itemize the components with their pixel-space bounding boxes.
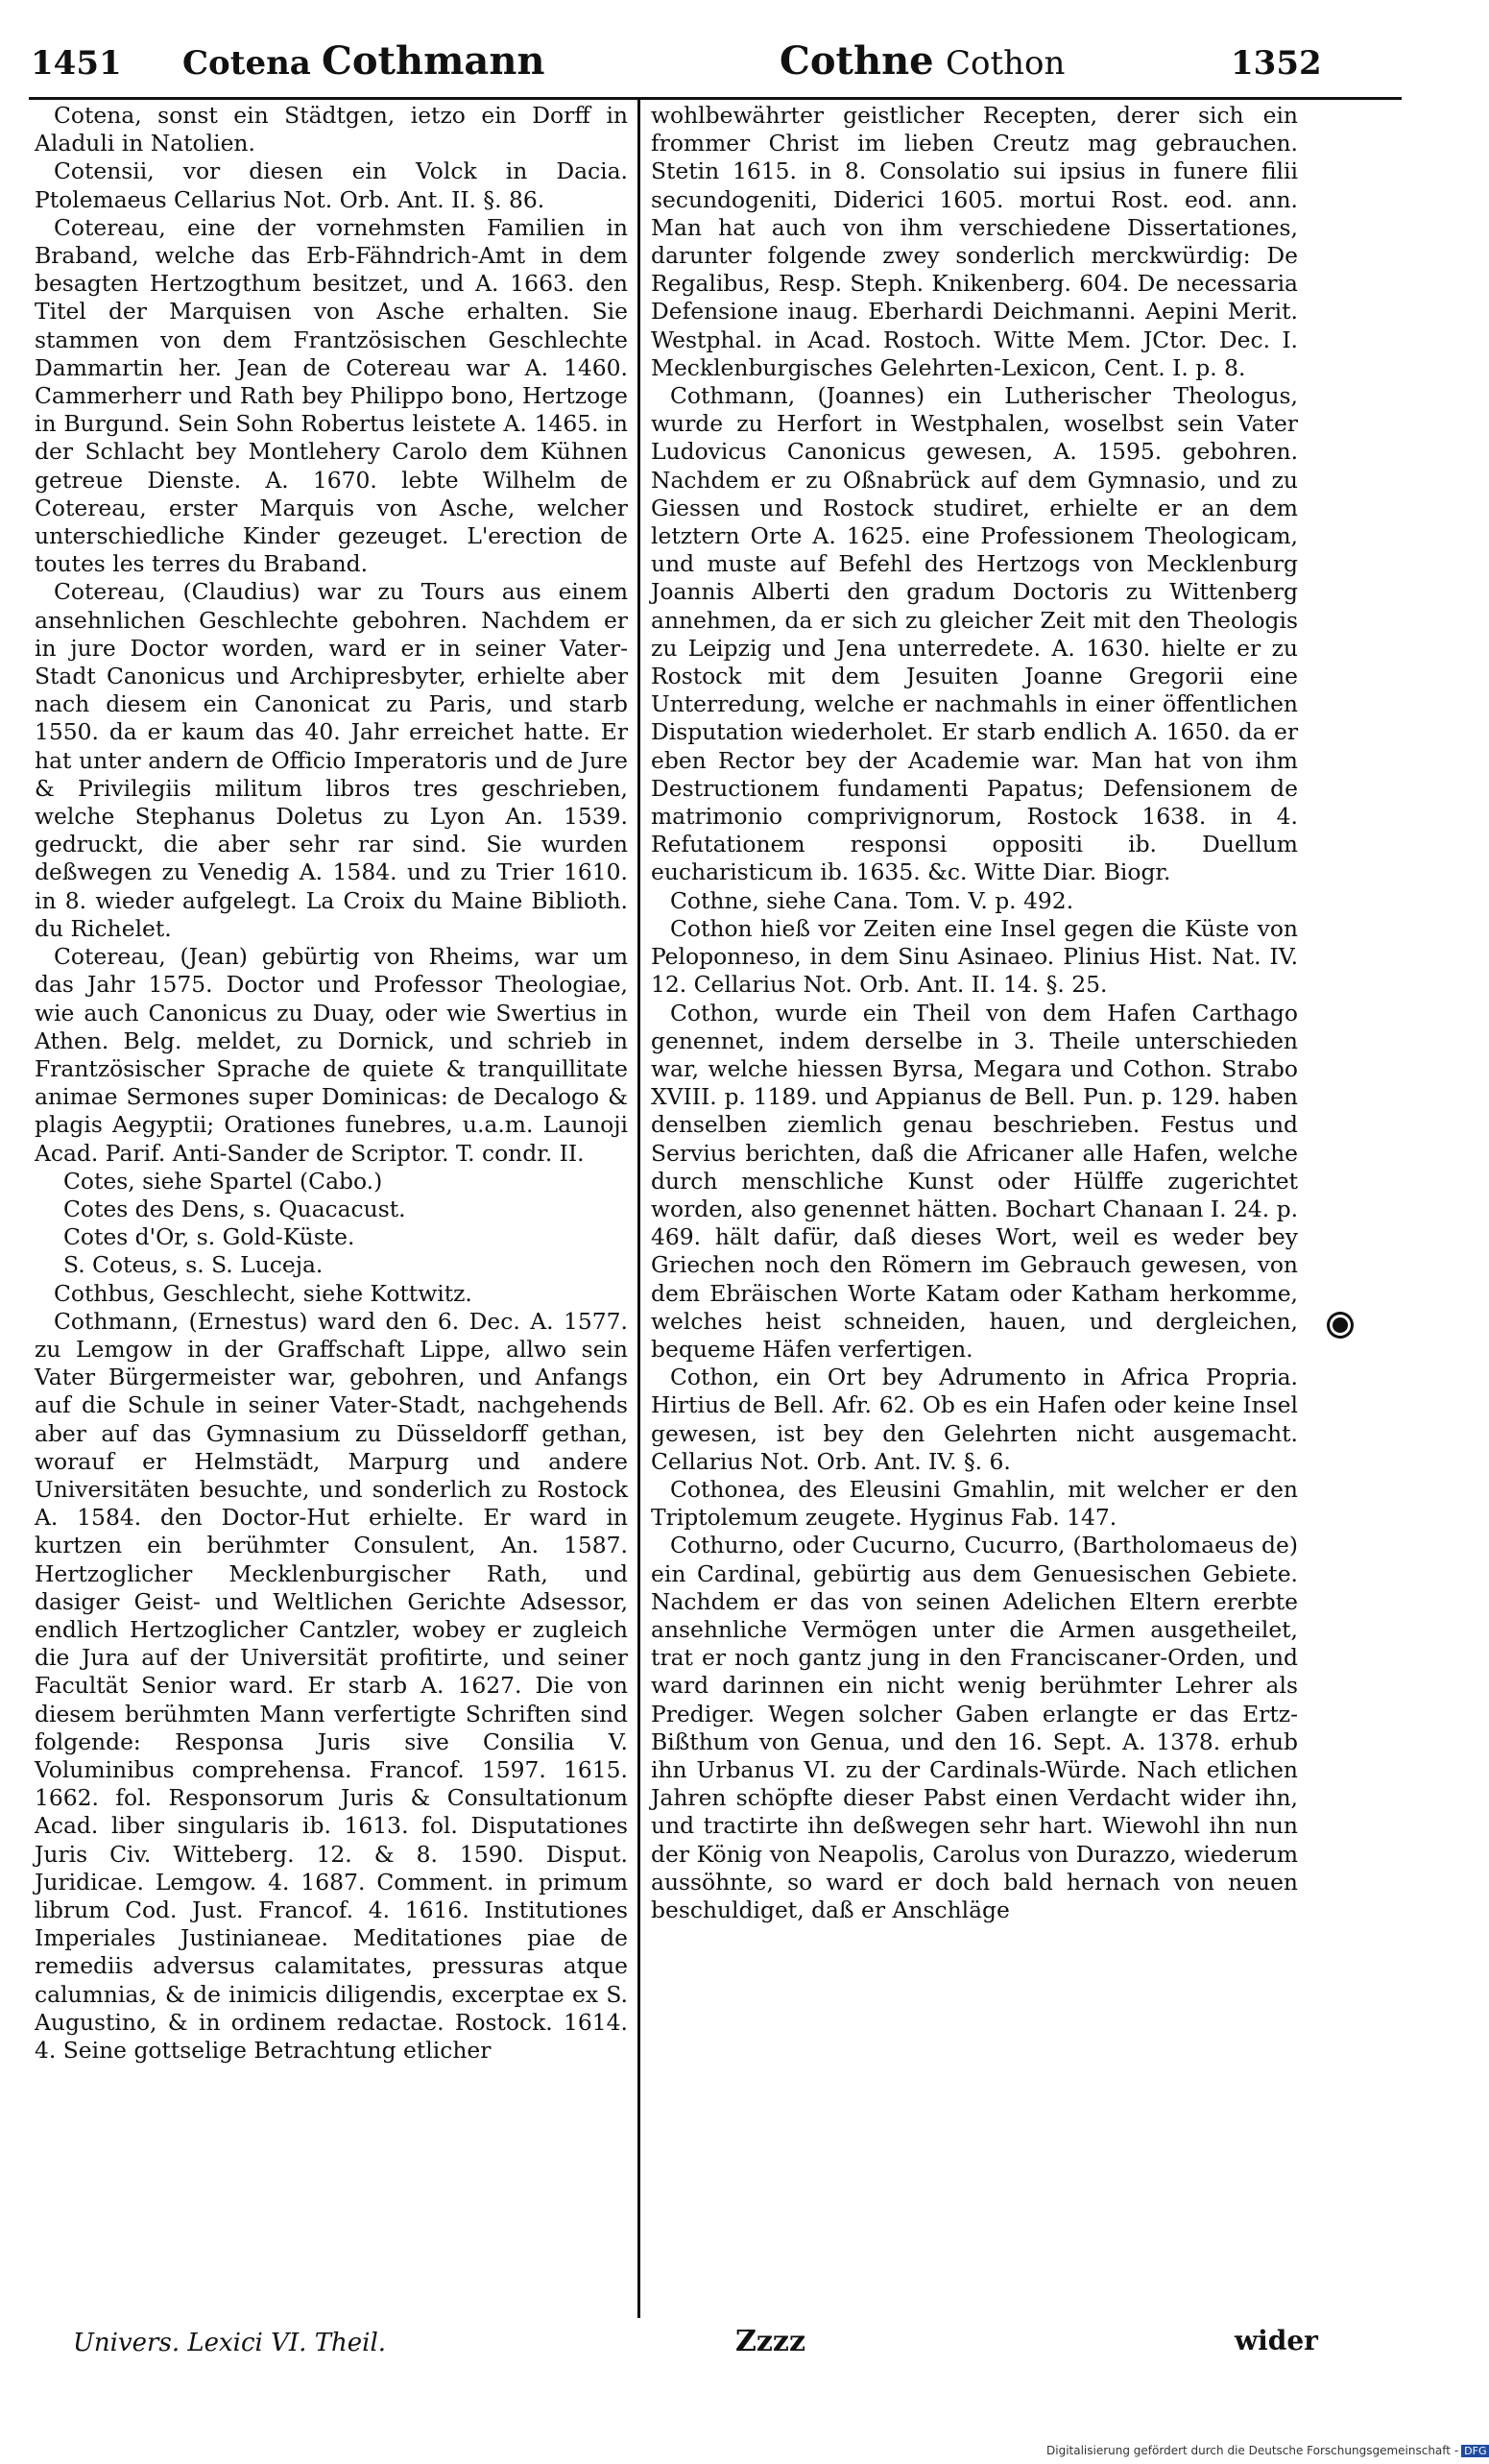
header-keyword-left-first: Cotena [182, 44, 311, 83]
entry-cotes-dor: Cotes d'Or, s. Gold-Küste. [63, 1223, 355, 1251]
entry-cotereau-jean: Cotereau, (Jean) gebürtig von Rheims, war um das Jahr 1575. Doctor und Professor Theologiae, wie auch Canonicus zu Duay, oder wie Swertius in Athen. Belg. meldet, zu Dornick, und schrieb in Frantzösischer Sprache de quiete & tranquillitate animae Sermones super Dominicas: de Decalogo & plagis Aegyptii; Orationes funebres, u.a.m. Launoji Acad. Parif. Anti-Sander de Scriptor. T. condr. II. [35, 943, 628, 1167]
catchword: wider [1235, 2325, 1318, 2356]
dfg-logo: DFG [1461, 2445, 1489, 2457]
entry-cothonea: Cothonea, des Eleusini Gmahlin, mit welcher er den Triptolemum zeugete. Hyginus Fab. 147. [651, 1475, 1298, 1532]
entry-cothmann-ernestus: Cothmann, (Ernestus) ward den 6. Dec. A. 1577. zu Lemgow in der Graffschaft Lippe, allwo sein Vater Bürgermeister war, gebohren, und Anfangs auf die Schule in seiner Vater-Stadt, nachgehends aber auf das Gymnasium zu Düsseldorff gethan, worauf er Helmstädt, Marpurg und andere Universitäten besuchte, und sonderlich zu Rostock A. 1584. den Doctor-Hut erhielte. Er ward in kurtzen ein berühmter Consulent, An. 1587. Hertzoglicher Mecklenburgischer Rath, und dasiger Geist- und Weltlichen Gerichte Adsessor, endlich Hertzoglicher Cantzler, wobey er zugleich die Jura auf der Universität profitirte, und seiner Facultät Senior ward. Er starb A. 1627. Die von diesem berühmten Mann verfertigte Schriften sind folgende: Responsa Juris sive Consilia V. Voluminibus comprehensa. Francof. 1597. 1615. 1662. fol. Responsorum Juris & Consultationum Acad. liber singularis ib. 1613. fol. Disputationes Juris Civ. Witteberg. 12. & 8. 1590. Disput. Juridicae. Lemgow. 4. 1687. Comment. in primum librum Cod. Just. Francof. 4. 1616. Institutiones Imperiales Justinianeae. Meditationes piae de remediis adversus calamitates, pressuras atque calumnias, & de inimicis diligendis, excerptae ex S. Augustino, & in ordinem redactae. Rostock. 1614. 4. Seine gottselige Betrachtung etlicher [35, 1307, 628, 2065]
right-column [651, 102, 1298, 1924]
entry-cothne: Cothne, siehe Cana. Tom. V. p. 492. [670, 886, 1074, 914]
entry-cothon-harbour: Cothon, wurde ein Theil von dem Hafen Carthago genennet, indem derselbe in 3. Theile unterschieden war, welche hiessen Byrsa, Megara und Cothon. Strabo XVIII. p. 1189. und Appianus de Bell. Pun. p. 129. haben denselben ziemlich genau beschrieben. Festus und Servius berichten, daß die Africaner alle Hafen, welche durch menschliche Kunst oder Hülffe zugerichtet worden, also genennet hätten. Bochart Chanaan I. 24. p. 469. hält dafür, daß dieses Wort, weil es weder bey Griechen noch den Römern im Gebrauch gewesen, von dem Ebräischen Worte Katam oder Katham herkomme, welches heist schneiden, hauen, und dergleichen, bequeme Häfen verfertigen. [651, 999, 1299, 1363]
entry-cothmann-joannes: Cothmann, (Joannes) ein Lutherischer Theologus, wurde zu Herfort in Westphalen, woselbst sein Vater Ludovicus Canonicus gewesen, A. 1595. gebohren. Nachdem er zu Oßnabrück auf dem Gymnasio, und zu Giessen und Rostock studiret, erhielte er an dem letztern Orte A. 1625. eine Professionem Theologicam, und muste auf Befehl des Hertzogs von Mecklenburg Joannis Alberti den gradum Doctoris zu Wittenberg annehmen, da er sich zu gleicher Zeit mit den Theologis zu Leipzig und Jena unterredete. A. 1630. hielte er zu Rostock mit dem Jesuiten Joanne Gregorii eine Unterredung, welche er nachmahls in einer öffentlichen Disputation wiederholet. Er starb endlich A. 1650. da er eben Rector bey der Academie war. Man hat von ihm Destructionem fundamenti Papatus; Defensionem de matrimonio comprivignorum, Rostock 1638. in 4. Refutationem responsi oppositi ib. Duellum eucharisticum ib. 1635. &c. Witte Diar. Biogr. [651, 382, 1298, 886]
credit-text: Digitalisierung gefördert durch die Deutsche Forschungsgemeinschaft - [1046, 2444, 1459, 2457]
digitization-credit [1046, 2444, 1489, 2457]
entry-cotereau-claudius: Cotereau, (Claudius) war zu Tours aus einem ansehnlichen Geschlechte gebohren. Nachdem er in jure Doctor worden, ward er in seiner Vater-Stadt Canonicus und Archipresbyter, erhielte aber nach diesem ein Canonicat zu Paris, und starb 1550. da er kaum das 40. Jahr erreichet hatte. Er hat unter andern de Officio Imperatoris und de Jure & Privilegiis militum libros tres geschrieben, welche Stephanus Doletus zu Lyon An. 1539. gedruckt, die aber sehr rar sind. Sie wurden deßwegen zu Venedig A. 1584. und zu Trier 1610. in 8. wieder aufgelegt. La Croix du Maine Biblioth. du Richelet. [35, 578, 628, 942]
entry-cotena: Cotena, sonst ein Städtgen, ietzo ein Dorff in Aladuli in Natolien. [35, 102, 628, 157]
entry-cotes-des-dens: Cotes des Dens, s. Quacacust. [63, 1195, 406, 1222]
entry-cothon-place: Cothon, ein Ort bey Adrumento in Africa Propria. Hirtius de Bell. Afr. 62. Ob es ein Hafen oder keine Insel gewesen, ist bey den Gelehrten nicht ausgemacht. Cellarius Not. Orb. Ant. IV. §. 6. [651, 1364, 1298, 1475]
entry-cothbus: Cothbus, Geschlecht, siehe Kottwitz. [54, 1279, 472, 1307]
entry-cotensii: Cotensii, vor diesen ein Volck in Dacia. Ptolemaeus Cellarius Not. Orb. Ant. II. §. 86. [35, 157, 628, 213]
header-rule [29, 97, 1402, 100]
header-keyword-right-last: Cothon [946, 44, 1066, 83]
running-title-footer: Univers. Lexici VI. Theil. [73, 2329, 387, 2357]
page-number-left: 1451 [31, 44, 122, 83]
entry-cothmann-continued: wohlbewährter geistlicher Recepten, derer sich ein frommer Christ im lieben Creutz mag gebrauchen. Stetin 1615. in 8. Consolatio sui ipsius in funere filii secundogeniti, Diderici 1605. mortui Rost. eod. ann. Man hat auch von ihm verschiedene Dissertationes, darunter folgende zwey sonderlich merckwürdig: De Regalibus, Resp. Steph. Knikenberg. 604. De necessaria Defensione inaug. Eberhardi Deichmanni. Aepini Merit. Westphal. in Acad. Rostoch. Witte Mem. JCtor. Dec. I. Mecklenburgisches Gelehrten-Lexicon, Cent. I. p. 8. [651, 102, 1298, 381]
entry-cothon-island: Cothon hieß vor Zeiten eine Insel gegen die Küste von Peloponneso, in dem Sinu Asinaeo. Plinius Hist. Nat. IV. 12. Cellarius Not. Orb. Ant. II. 14. §. 25. [651, 914, 1298, 999]
signature-mark: Zzzz [735, 2325, 806, 2358]
margin-ink-mark [1333, 1317, 1348, 1333]
entry-cothurno: Cothurno, oder Cucurno, Cucurro, (Bartholomaeus de) ein Cardinal, gebürtig aus dem Genuesischen Gebiete. Nachdem er das von seinen Adelichen Eltern ererbte ansehnliche Vermögen unter die Armen ausgetheilet, trat er noch gantz jung in den Franciscaner-Orden, und ward darinnen ein nicht wenig berühmter Lehrer als Prediger. Wegen solcher Gaben erlangte er das Ertz-Bißthum von Genua, und den 16. Sept. A. 1378. erhub ihn Urbanus VI. zu der Cardinals-Würde. Nach etlichen Jahren schöpfte dieser Pabst einen Verdacht wider ihn, und tractirte ihn deßwegen sehr hart. Wiewohl ihn nun der König von Neapolis, Carolus von Durazzo, wiederum aussöhnte, so ward er doch bald hernach von neuen beschuldiget, daß er Anschläge [651, 1532, 1298, 1923]
header-keyword-left-last: Cothmann [322, 38, 545, 84]
left-column [35, 102, 628, 2065]
page-number-right: 1352 [1231, 44, 1322, 83]
column-divider [637, 100, 640, 2318]
entry-cotes: Cotes, siehe Spartel (Cabo.) [63, 1167, 383, 1195]
running-header [0, 38, 1440, 96]
header-keyword-right-first: Cothne [780, 38, 934, 84]
entry-coteus: S. Coteus, s. S. Luceja. [63, 1251, 324, 1279]
entry-cotereau-family: Cotereau, eine der vornehmsten Familien in Braband, welche das Erb-Fähndrich-Amt in dem besagten Hertzogthum besitzet, und A. 1663. den Titel der Marquisen von Asche erhalten. Sie stammen von dem Frantzösischen Geschlechte Dammartin her. Jean de Cotereau war A. 1460. Cammerherr und Rath bey Philippo bono, Hertzoge in Burgund. Sein Sohn Robertus leistete A. 1465. in der Schlacht bey Montlehery Carolo dem Kühnen getreue Dienste. A. 1670. lebte Wilhelm de Cotereau, erster Marquis von Asche, welcher unterschiedliche Kinder gezeuget. L'erection de toutes les terres du Braband. [35, 213, 628, 578]
